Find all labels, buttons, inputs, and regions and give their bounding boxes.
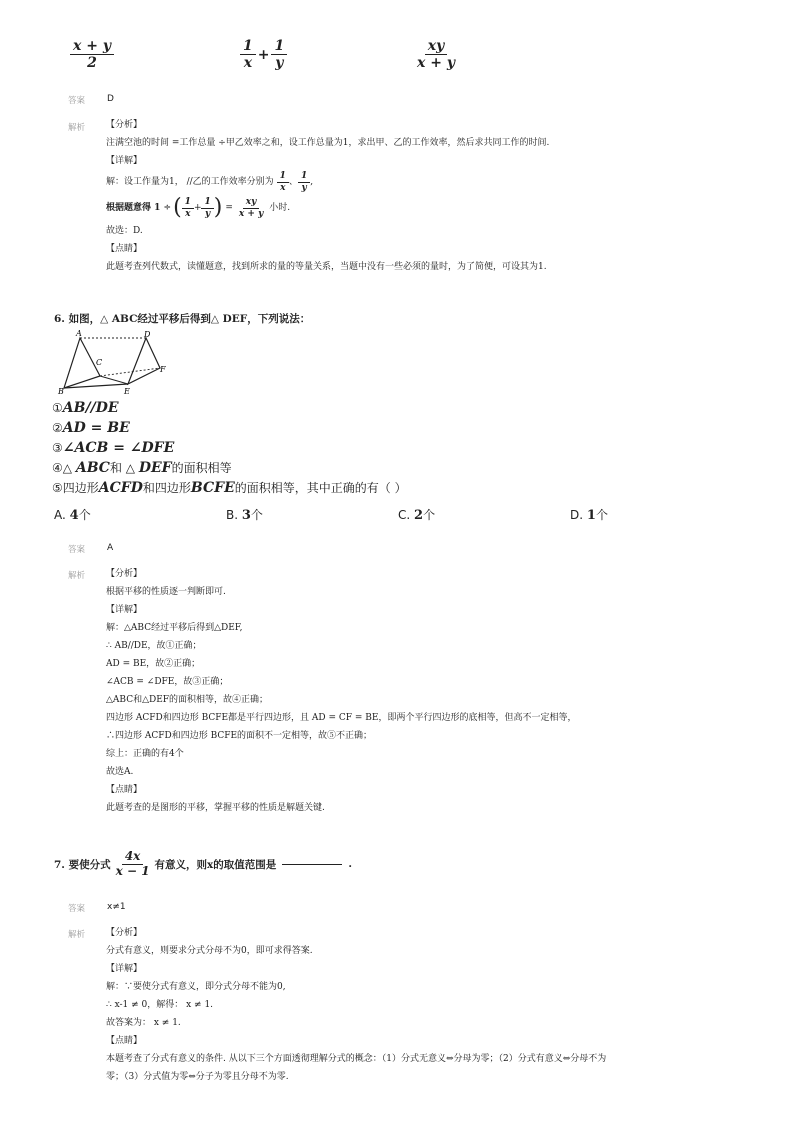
q5-option-a	[70, 38, 114, 71]
q5-l2-f1-num: 1	[277, 171, 289, 182]
q6-statement-1	[52, 398, 407, 418]
q6-figure	[52, 328, 176, 398]
q5-option-b-plus: +	[257, 46, 270, 63]
q6-analysis-line: ∴ AB//DE，故①正确；	[106, 641, 202, 651]
q5-l2-f1-den: x	[280, 182, 286, 193]
q5-analysis-heading-comment: 【点睛】	[106, 244, 143, 254]
q6-s1-math: AB//DE	[62, 400, 119, 416]
q7-stem-suffix: 有意义，则x的取值范围是	[154, 858, 277, 871]
q6-s5-pre: 四边形	[62, 481, 99, 495]
q6-analysis	[106, 565, 776, 817]
q7-analysis	[106, 924, 776, 1086]
q6-statement-5	[52, 478, 407, 498]
q6-answer-label: 答案	[68, 545, 86, 555]
q6-option-c-unit: 个	[423, 508, 436, 522]
q5-option-c	[414, 38, 458, 71]
q5-analysis-label: 解析	[68, 123, 86, 133]
q7-analysis-line: 【详解】	[106, 964, 143, 974]
q6-analysis-line: ∠ACB = ∠DFE，故③正确；	[106, 677, 229, 687]
q7-analysis-line: ∴ x-1 ≠ 0，解得： x ≠ 1.	[106, 1000, 214, 1010]
label-d: D	[144, 330, 151, 339]
q6-option-b[interactable]	[226, 506, 263, 523]
q6-analysis-label: 解析	[68, 571, 86, 581]
q5-analysis-line-1: 注满空池的时间 =工作总量 ÷甲乙效率之和，设工作总量为1，求出甲、乙的工作效率，然后求共同工作的时间.	[106, 138, 550, 148]
q5-option-b-num2: 1	[271, 38, 287, 55]
q5-analysis-line-2	[106, 170, 766, 194]
q5-l3-in2-num: 1	[201, 197, 213, 208]
q5-option-b-den1: x	[243, 55, 253, 72]
q5-option-a-denominator: 2	[87, 55, 97, 72]
q6-statement-3	[52, 438, 407, 458]
q7-stem-end: .	[348, 858, 352, 871]
q5-l3-in1-num: 1	[182, 197, 194, 208]
q5-l2-f2-den: y	[301, 182, 307, 193]
q7-fraction-numerator: 4x	[122, 850, 144, 865]
q6-s4-math-1: ABC	[75, 460, 110, 476]
q7-analysis-label: 解析	[68, 930, 86, 940]
q6-s5-post: 的面积相等，其中正确的有（ ）	[234, 481, 407, 495]
q5-option-c-denominator: x + y	[417, 55, 455, 72]
q6-analysis-line: 四边形 ACFD和四边形 BCFE都是平行四边形，且 AD = CF = BE，即两个平行四边形的底相等，但高不一定相等，	[106, 713, 577, 723]
q7-fraction	[113, 850, 153, 879]
q6-s5-mid: 和四边形	[142, 481, 191, 495]
q6-s5-math-1: ACFD	[98, 480, 143, 496]
q7-analysis-line: 零；（3）分式值为零⇔分子为零且分母不为零.	[106, 1072, 289, 1082]
q7-stem-prefix: 7. 要使分式	[54, 858, 111, 871]
q6-option-b-number: 3	[241, 508, 251, 523]
q6-option-b-unit: 个	[250, 508, 263, 522]
q5-analysis-line-3	[106, 194, 766, 222]
q5-l3-plus: +	[193, 203, 202, 213]
q6-option-d-unit: 个	[595, 508, 608, 522]
q6-analysis-line: 解：△ABC经过平移后得到△DEF,	[106, 623, 243, 633]
q5-option-c-numerator: xy	[425, 38, 447, 55]
q6-analysis-line: 根据平移的性质逐一判断即可.	[106, 587, 226, 597]
q7-answer-blank[interactable]	[282, 864, 342, 865]
q7-analysis-line: 本题考查了分式有意义的条件. 从以下三个方面透彻理解分式的概念：（1）分式无意义⇔分母为零；（2）分式有意义⇔分母不为	[106, 1054, 607, 1064]
q6-option-d[interactable]	[570, 506, 608, 523]
q5-analysis-line-4: 故选：D.	[106, 226, 143, 236]
q5-answer-label: 答案	[68, 96, 86, 106]
q6-analysis-line: 故选A.	[106, 767, 134, 777]
q5-analysis	[106, 116, 766, 276]
q5-l3-in1-den: x	[185, 208, 191, 219]
q5-option-a-numerator: x + y	[70, 38, 114, 55]
q5-l3-paren-open: (	[173, 195, 182, 220]
q6-option-b-letter: B.	[226, 508, 239, 522]
q6-stem: 6. 如图，△ ABC经过平移后得到△ DEF，下列说法：	[54, 313, 311, 325]
q6-s1-index: ①	[52, 401, 63, 415]
q6-s4-post: 的面积相等	[171, 461, 232, 475]
q6-statement-4	[52, 458, 407, 478]
q5-analysis-heading-detail: 【详解】	[106, 156, 143, 166]
q6-s4-mid: 和 △	[109, 461, 135, 475]
q6-option-d-letter: D.	[570, 508, 584, 522]
q5-analysis-heading-analysis: 【分析】	[106, 120, 143, 130]
q5-option-b-num1: 1	[240, 38, 256, 55]
q5-l3-in2-den: y	[205, 208, 211, 219]
q5-l3-paren-close: )	[213, 195, 223, 220]
q6-analysis-line: ∴四边形 ACFD和四边形 BCFE的面积不一定相等，故⑤不正确；	[106, 731, 373, 741]
q5-l3-prefix: 根据题意得 1 ÷	[106, 203, 172, 213]
q6-s3-math: ∠ACB = ∠DFE	[62, 440, 175, 456]
q6-statement-2	[52, 418, 407, 438]
q5-l2-suffix: ,	[310, 177, 314, 187]
q6-analysis-line: △ABC和△DEF的面积相等，故④正确；	[106, 695, 269, 705]
q7-analysis-line: 故答案为： x ≠ 1.	[106, 1018, 181, 1028]
line-ce	[100, 376, 128, 384]
q6-analysis-line: 综上：正确的有4个	[106, 749, 184, 759]
triangle-def	[128, 338, 160, 384]
q7-answer-label: 答案	[68, 904, 86, 914]
q6-option-c[interactable]	[398, 506, 435, 523]
label-c: C	[96, 358, 103, 367]
q5-l3-suffix: 小时.	[269, 203, 291, 213]
q5-l3-res-num: xy	[243, 197, 260, 208]
q6-option-c-number: 2	[414, 508, 424, 523]
q6-analysis-line: 【分析】	[106, 569, 143, 579]
q6-answer-value: A	[107, 543, 114, 553]
q6-s3-index: ③	[52, 441, 63, 455]
label-e: E	[124, 387, 130, 396]
q5-answer-value: D	[107, 94, 114, 104]
label-f: F	[160, 365, 166, 374]
q5-l3-res-den: x + y	[238, 208, 264, 219]
q5-l2-sep: 、	[288, 177, 298, 187]
q5-l3-eq: =	[225, 203, 233, 213]
q6-s2-math: AD = BE	[62, 420, 130, 436]
q7-analysis-line: 【分析】	[106, 928, 143, 938]
q5-l2-prefix: 解：设工作量为1， //乙的工作效率分别为	[106, 177, 274, 187]
q7-fraction-denominator: x − 1	[115, 863, 150, 878]
q5-analysis-line-5: 此题考查列代数式，读懂题意，找到所求的量的等量关系，当题中没有一些必须的量时，为了简便，可设其为1.	[106, 262, 547, 272]
q6-option-a-letter: A.	[54, 508, 66, 522]
q6-analysis-line: 【点睛】	[106, 785, 143, 795]
label-a: A	[76, 329, 82, 338]
q5-option-b-den2: y	[275, 55, 284, 72]
q7-answer-value: x≠1	[107, 902, 126, 912]
q6-s4-math-2: DEF	[138, 460, 172, 476]
q5-l2-f2-num: 1	[298, 171, 310, 182]
q6-s4-pre: △	[62, 461, 72, 475]
q6-option-c-letter: C.	[398, 508, 411, 522]
label-b: B	[58, 387, 64, 396]
q6-option-a[interactable]	[54, 506, 91, 523]
q5-option-b	[240, 38, 287, 71]
q7-analysis-line: 【点睛】	[106, 1036, 143, 1046]
q6-s4-index: ④	[52, 461, 63, 475]
q6-analysis-line: 此题考查的是图形的平移，掌握平移的性质是解题关键.	[106, 803, 325, 813]
q6-analysis-line: AD = BE，故②正确；	[106, 659, 201, 669]
q6-s5-index: ⑤	[52, 481, 63, 495]
q7-stem	[54, 850, 352, 879]
q6-analysis-line: 【详解】	[106, 605, 143, 615]
q6-option-d-number: 1	[586, 508, 596, 523]
q7-analysis-line: 解：∵要使分式有意义，即分式分母不能为0,	[106, 982, 286, 992]
q6-option-a-unit: 个	[78, 508, 91, 522]
q6-statements	[52, 398, 407, 498]
q6-s2-index: ②	[52, 421, 63, 435]
q6-option-a-number: 4	[69, 508, 79, 523]
triangle-abc	[64, 338, 103, 388]
q6-s5-math-2: BCFE	[190, 480, 235, 496]
q7-analysis-line: 分式有意义，则要求分式分母不为0，即可求得答案.	[106, 946, 313, 956]
